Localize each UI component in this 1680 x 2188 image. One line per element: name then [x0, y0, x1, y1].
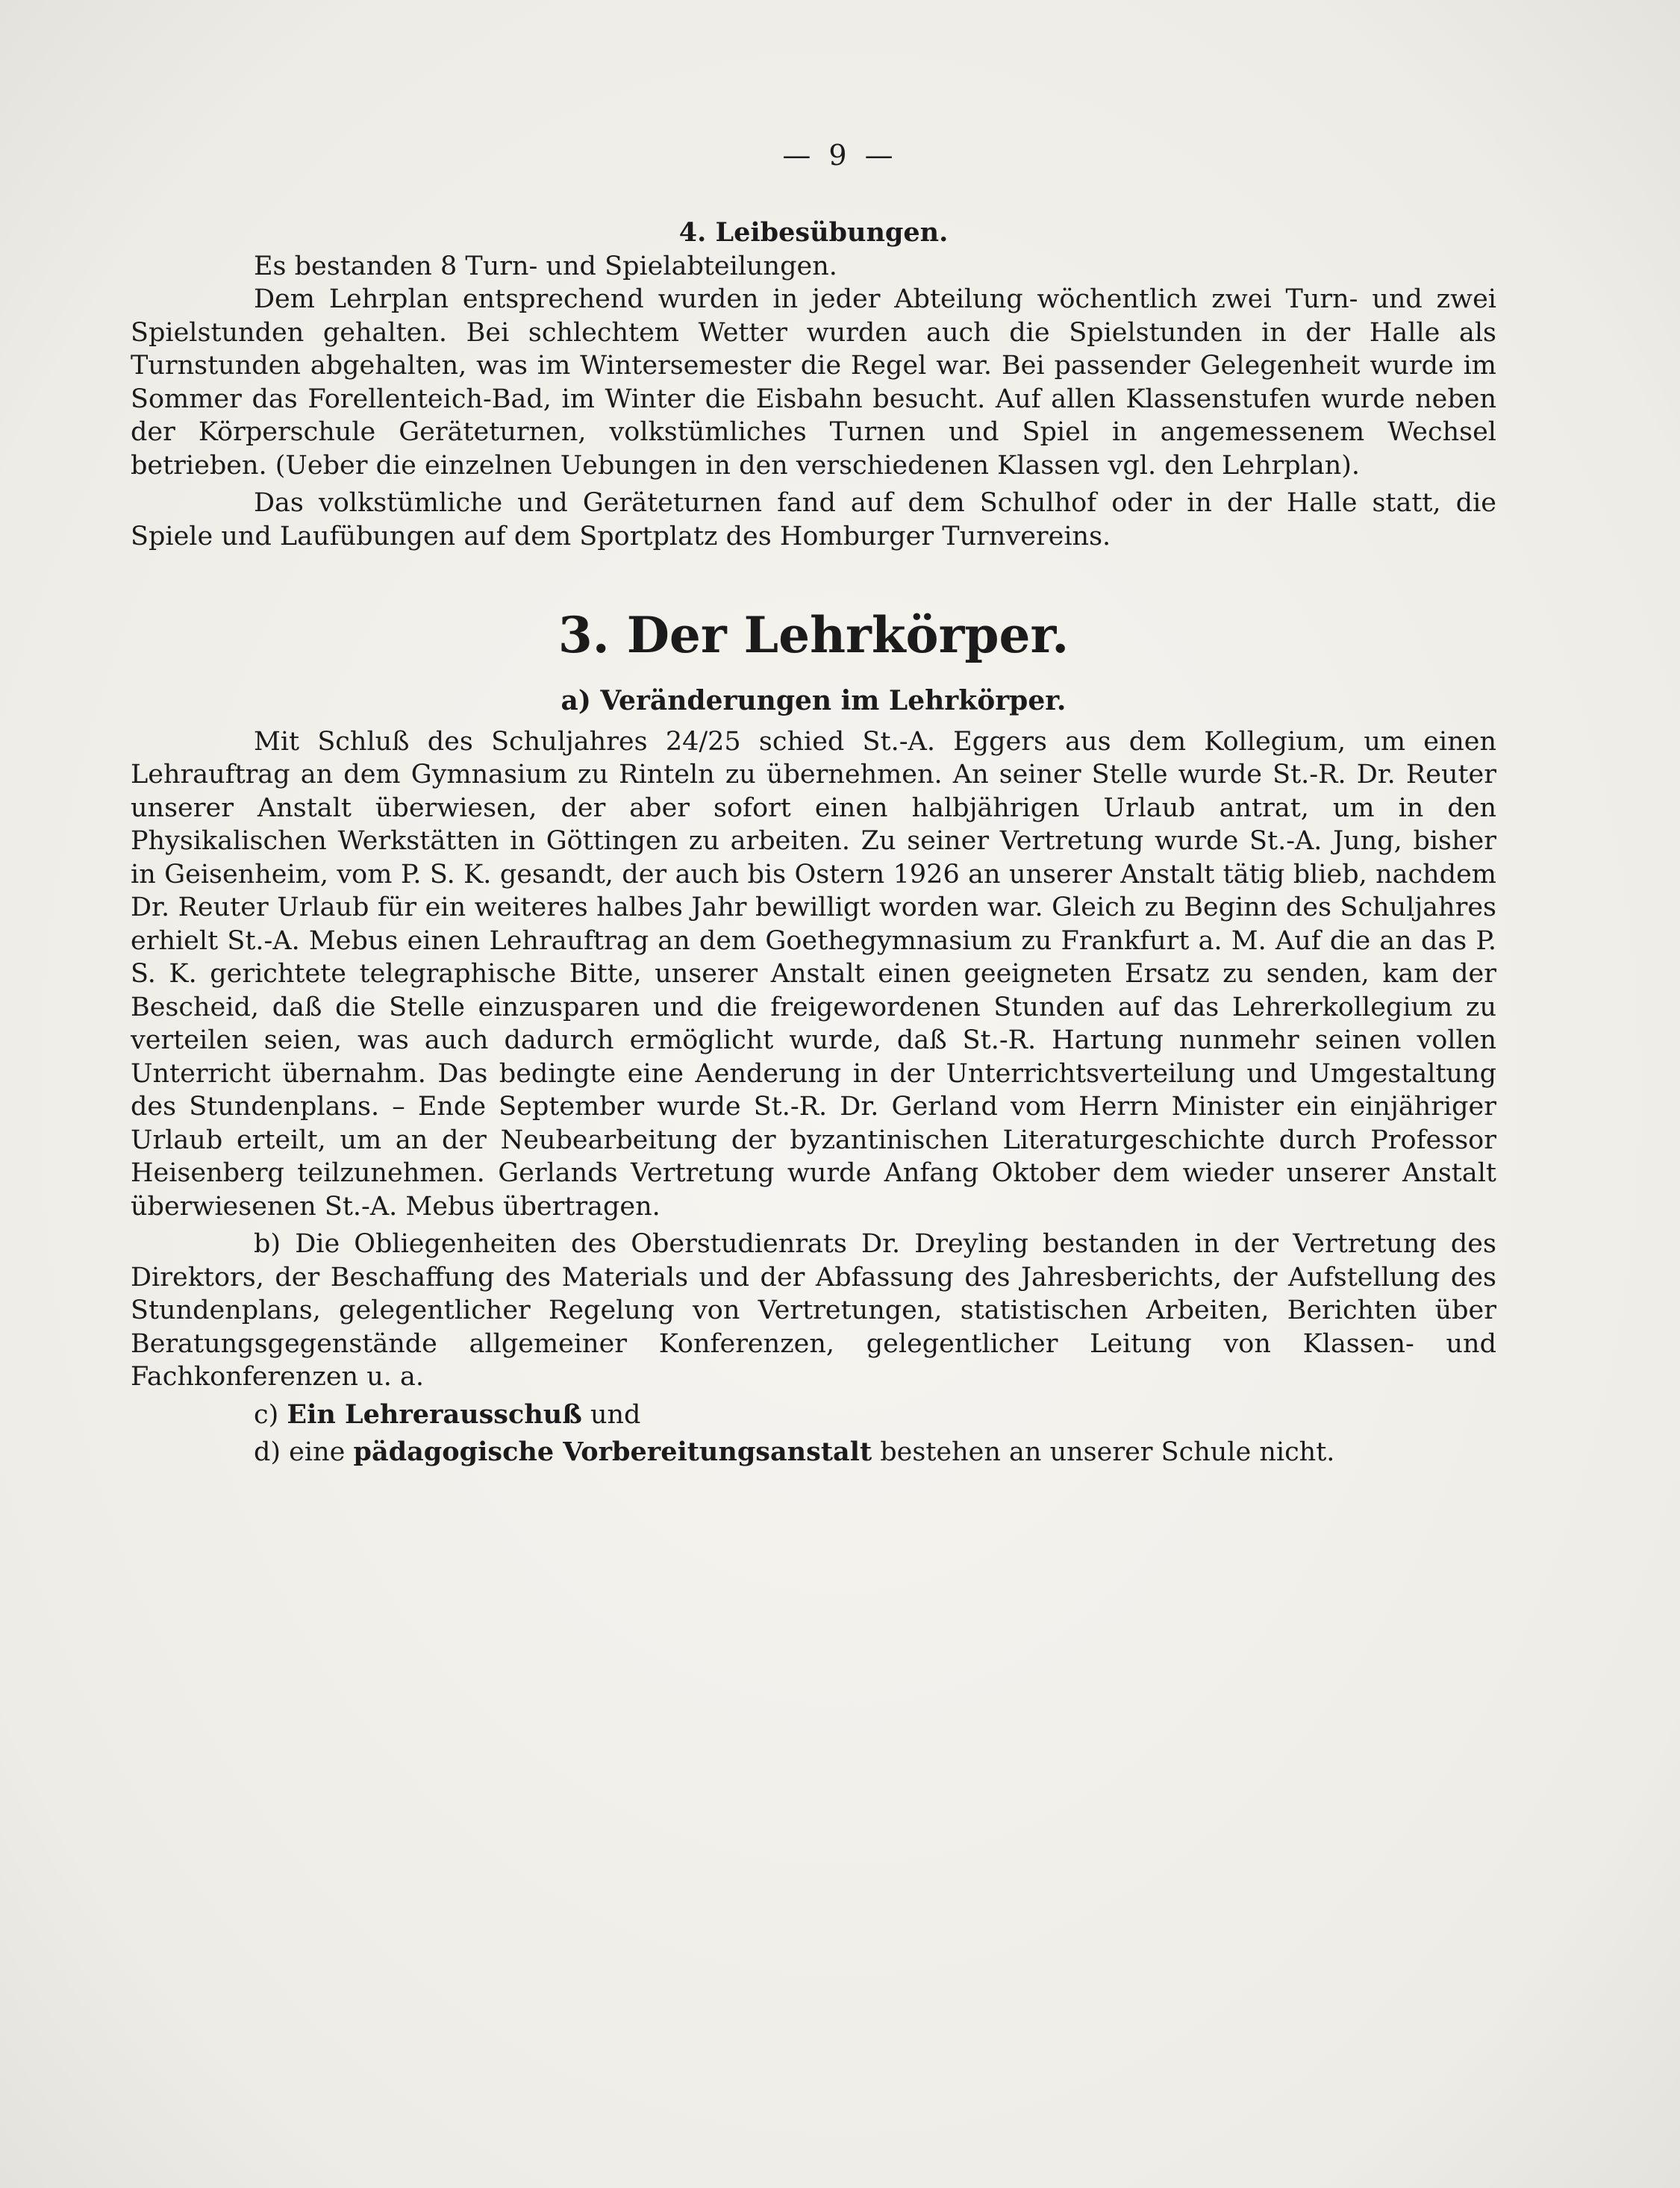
section-heading-lehrkoerper: 3. Der Lehrkörper. [558, 606, 1069, 664]
bold-term: Ein Lehrerausschuß [287, 1398, 582, 1430]
subheading-veraenderungen: a) Veränderungen im Lehrkörper. [560, 685, 1067, 716]
paragraph: Dem Lehrplan entsprechend wurden in jeder Abteilung wöchentlich zwei Turn- und zwei Spielstunden gehalten. Bei schlechtem Wetter wurden auch die Spielstunden in der Halle als Turnstunden abgehalten, was im Wintersemester die Regel war. Bei passender Gelegenheit wurde im Sommer das Forellenteich-Bad, im Winter die Eisbahn besucht. Auf allen Klassenstufen wurde neben der Körperschule Geräteturnen, volkstümliches Turnen und Spiel in angemessenem Wechsel betrieben. (Ueber die einzelnen Uebungen in den verschiedenen Klassen vgl. den Lehrplan). [131, 284, 1496, 481]
paragraph-d: d) eine pädagogische Vorbereitungsanstalt bestehen an unserer Schule nicht. [254, 1437, 1335, 1467]
bold-term: pädagogische Vorbereitungsanstalt [353, 1437, 872, 1467]
paragraph: Es bestanden 8 Turn- und Spielabteilungen. [254, 251, 837, 281]
paragraph: b) Die Obliegenheiten des Oberstudienrats Dr. Dreyling bestanden in der Vertretung des Direktors, der Beschaffung des Materials und der Abfassung des Jahresberichts, der Aufstellung des Stundenplans, gelegentlicher Regelung von Vertretungen, statistischen Arbeiten, Berichten über Beratungsgegenstände allgemeiner Konferenzen, gelegentlicher Leitung von Klassen- und Fachkonferenzen u. a. [131, 1229, 1496, 1392]
paragraph: Das volkstümliche und Geräteturnen fand auf dem Schulhof oder in der Halle statt, die Spiele und Laufübungen auf dem Sportplatz des Homburger Turnvereins. [131, 488, 1496, 551]
paragraph-c: c) Ein Lehrerausschuß und [254, 1398, 641, 1430]
page-number: — 9 — [782, 139, 898, 172]
body-text [131, 216, 1496, 1469]
section-heading-leibesuebungen: 4. Leibesübungen. [678, 217, 949, 248]
paragraph: Mit Schluß des Schuljahres 24/25 schied St.-A. Eggers aus dem Kollegium, um einen Lehrauftrag an dem Gymnasium zu Rinteln zu übernehmen. An seiner Stelle wurde St.-R. Dr. Reuter unserer Anstalt überwiesen, der aber sofort einen halbjährigen Urlaub antrat, um in den Physikalischen Werkstätten in Göttingen zu arbeiten. Zu seiner Vertretung wurde St.-A. Jung, bisher in Geisenheim, vom P. S. K. gesandt, der auch bis Ostern 1926 an unserer Anstalt tätig blieb, nachdem Dr. Reuter Urlaub für ein weiteres halbes Jahr bewilligt worden war. Gleich zu Beginn des Schuljahres erhielt St.-A. Mebus einen Lehrauftrag an dem Goethegymnasium zu Frankfurt a. M. Auf die an das P. S. K. gerichtete telegraphische Bitte, unserer Anstalt einen geeigneten Ersatz zu senden, kam der Bescheid, daß die Stelle einzusparen und die freigewordenen Stunden auf das Lehrerkollegium zu verteilen seien, was auch dadurch ermöglicht wurde, daß St.-R. Hartung nunmehr seinen vollen Unterricht übernahm. Das bedingte eine Aenderung in der Unterrichtsverteilung und Umgestaltung des Stundenplans. – Ende September wurde St.-R. Dr. Gerland vom Herrn Minister ein einjähriger Urlaub erteilt, um an der Neubearbeitung der byzantinischen Literaturgeschichte durch Professor Heisenberg teilzunehmen. Gerlands Vertretung wurde Anfang Oktober dem wieder unserer Anstalt überwiesenen St.-A. Mebus übertragen. [131, 726, 1496, 1222]
